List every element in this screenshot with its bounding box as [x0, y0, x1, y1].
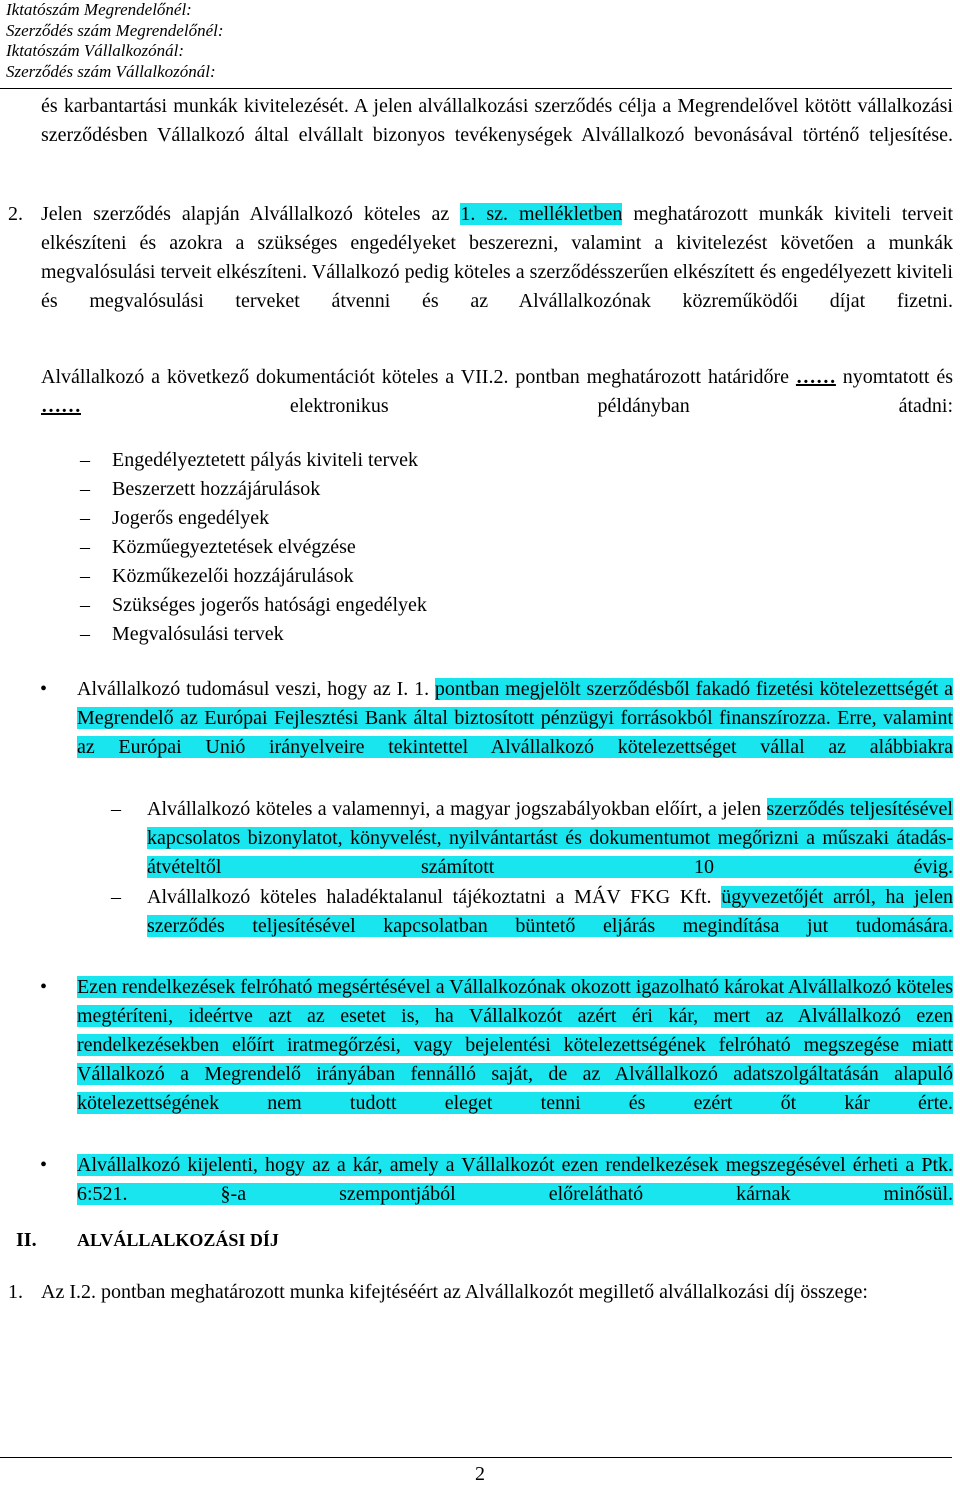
documentation-paragraph	[41, 363, 953, 450]
point-2-text-end: meghatározott munkák kiviteli terveit elkészíteni és azokra a szükséges engedélyeket beszerezni, valamint a kivitelezést követően a munkák megvalósulási terveit elkészíteni. Vállalkozó pedig köteles a szerződésszerűen elkészített és engedélyezett kiviteli és megvalósulási terveket átvenni és az Alvállalkozónak közreműködői díjat fizetni.	[41, 203, 953, 312]
sub-item-1-highlight: szerződés teljesítésével kapcsolatos bizonylatot, könyvelést, nyilvántartást és dokumentumot megőrizni a műszaki átadás-átvételtől számított 10 évig.	[147, 798, 953, 878]
point-2-paragraph	[41, 200, 953, 345]
printed-label: nyomtatott és	[835, 366, 953, 388]
bullet-1-highlight: pontban megjelölt szerződésből fakadó fizetési kötelezettségét a Megrendelő az Európai Fejlesztési Bank által biztosított pénzügyi forrásokból finanszírozza. Erre, valamint az Európai Unió irányelveire tekintettel Alvállalkozó kötelezettséget vállal az alábbiakra	[77, 678, 954, 758]
point-2-number: 2.	[8, 203, 23, 225]
electronic-copies-blank: ……	[41, 395, 81, 417]
printed-copies-blank: ……	[795, 366, 836, 388]
bullet-point-icon: •	[40, 976, 48, 998]
sub-dash-icon: –	[111, 886, 121, 908]
header-line-registry-client: Iktatószám Megrendelőnél:	[6, 0, 192, 19]
list-item: – Engedélyeztetett pályás kiviteli tervek	[80, 449, 418, 471]
sub-item-record-retention: Alvállalkozó köteles a valamennyi, a magyar jogszabályokban előírt, a jelen szerződés teljesítésével kapcsolatos bizonylatot, könyvelést, nyilvántartást és dokumentumot megőrizni a műszaki átadás-átvételtől számított 10 évig.	[147, 798, 953, 878]
section-2-title: ALVÁLLALKOZÁSI DÍJ	[77, 1230, 279, 1250]
header-line-contract-contractor: Szerződés szám Vállalkozónál:	[6, 61, 216, 81]
electronic-label: elektronikus példányban átadni:	[81, 395, 953, 417]
page-header	[6, 0, 946, 82]
bullet-point-icon: •	[40, 678, 48, 700]
page-number: 2	[475, 1463, 485, 1485]
sub-item-notification: Alvállalkozó köteles haladéktalanul tájékoztatni a MÁV FKG Kft. ügyvezetőjét arról, ha jelen szerződés teljesítésével kapcsolatban büntető eljárás megindítása jut tudomására.	[147, 886, 953, 937]
intro-paragraph: és karbantartási munkák kivitelezését. A jelen alvállalkozási szerződés célja a Megrendelővel kötött vállalkozási szerződésben Vállalkozó által elvállalt bizonyos tevékenységek Alvállalkozó bevonásával történő teljesítése.	[41, 95, 953, 146]
bullet-2-paragraph: Ezen rendelkezések felróható megsértésével a Vállalkozónak okozott igazolható károkat Alvállalkozó köteles megtéríteni, ideértve azt az esetet is, ha Vállalkozót azért éri kár, mert az Alvállalkozó ezen rendelkezésekben előírt iratmegőrzési, vagy bejelentési kötelezettségének felróható megszegése miatt Vállalkozó a Megrendelő irányában fennálló saját, de az Alvállalkozó adatszolgáltatásán alapuló kötelezettségének nem tudott eleget tenni és ezért őt kár érte.	[77, 976, 953, 1114]
header-divider	[0, 88, 952, 89]
annex-1-reference: 1. sz. mellékletben	[460, 203, 623, 225]
section-2-number: II.	[16, 1229, 37, 1251]
sub-dash-icon: –	[111, 798, 121, 820]
list-item: – Közműkezelői hozzájárulások	[80, 565, 354, 587]
list-item: – Szükséges jogerős hatósági engedélyek	[80, 594, 427, 616]
sub-item-2-highlight: ügyvezetőjét arról, ha jelen szerződés teljesítésével kapcsolatban büntető eljárás megindítása jut tudomására.	[147, 886, 953, 937]
documentation-intro: Alvállalkozó a következő dokumentációt köteles a VII.2. pontban meghatározott határidőre	[41, 366, 790, 388]
list-item: – Megvalósulási tervek	[80, 623, 284, 645]
list-item: – Beszerzett hozzájárulások	[80, 478, 321, 500]
list-item: – Jogerős engedélyek	[80, 507, 270, 529]
list-item: – Közműegyeztetések elvégzése	[80, 536, 356, 558]
header-line-registry-contractor: Iktatószám Vállalkozónál:	[6, 41, 185, 60]
footer-divider	[0, 1457, 952, 1458]
bullet-1-paragraph: Alvállalkozó tudomásul veszi, hogy az I. 1. pontban megjelölt szerződésből fakadó fizetési kötelezettségét a Megrendelő az Európai Fejlesztési Bank által biztosított pénzügyi forrásokból finanszírozza. Erre, valamint az Európai Unió irányelveire tekintettel Alvállalkozó kötelezettséget vállal az alábbiakra	[77, 678, 954, 758]
bullet-3-paragraph: Alvállalkozó kijelenti, hogy az a kár, amely a Vállalkozót ezen rendelkezések megszegésével érheti a Ptk. 6:521. §-a szempontjából előrelátható kárnak minősül.	[77, 1154, 953, 1205]
fee-paragraph: Az I.2. pontban meghatározott munka kifejtéséért az Alvállalkozót megillető alvállalkozási díj összege:	[41, 1281, 868, 1303]
point-2-text-start: Jelen szerződés alapján Alvállalkozó köteles az	[41, 203, 461, 225]
fee-point-number: 1.	[8, 1281, 23, 1303]
header-line-contract-client: Szerződés szám Megrendelőnél:	[6, 20, 224, 40]
bullet-point-icon: •	[40, 1154, 48, 1176]
